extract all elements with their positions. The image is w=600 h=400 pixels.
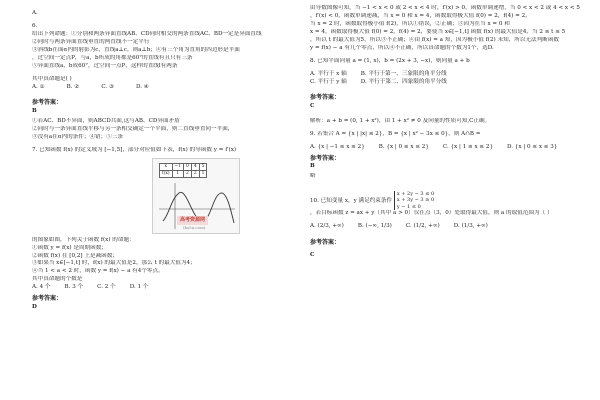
q10-option[interactable]: B. (−∞, 1/3) [357, 222, 392, 229]
q6-answer: B [32, 107, 37, 114]
q8-option[interactable]: B. 平行于第一、三象限的角平分线 [360, 70, 447, 77]
constraint: y − 1 ≤ 0 [396, 203, 421, 210]
table-cell: 2 [184, 170, 192, 177]
table-cell: 4 [191, 163, 199, 170]
q10-answer-heading: 参考答案： [310, 238, 341, 246]
top-option: A. [32, 10, 38, 16]
q7-explain: x = 4，函数取得极大值 f(0) = 2，f(4) = 2，要使当 x∈[−1,t] 函数 f(x) 的最大值是4，当 2 ≤ t ≤ 5 [310, 28, 566, 35]
q6-line: ⑤异面直线a，b成60°，过空间一点P，这样的直线l有两条 [32, 62, 178, 69]
q6-explain: ③没有a在α内的条件；④错；⑤三条 [32, 133, 124, 140]
constraint: x + 3y − 3 ≥ 0 [396, 197, 435, 204]
q6-line: ②同时与两条异面直线垂直的两直线不一定平行 [32, 38, 150, 45]
q10-answer: C [310, 252, 315, 259]
q7-item: ③如果当 x∈[−1,t] 时，f(x) 的最大值是2，那么 t 的最大值为4； [32, 260, 196, 267]
q7-option[interactable]: C. 2 个 [97, 284, 116, 291]
q6-line: 给出下列命题：①分别和两条异面直线AB、CD同时相交的两条直线AC、BD一定是异面直线 [32, 30, 262, 37]
q6-number: 6. [32, 22, 38, 29]
q7-after: 的图象如图，下列关于函数 f(x) 的命题： [32, 236, 135, 243]
q8-answer-heading: 参考答案： [310, 94, 341, 102]
q6-explain: ②同时与一条异面直线平移与另一条相交确定一个平面，则二直线垂直同一平面， [32, 125, 234, 132]
table-cell: 2 [191, 170, 199, 177]
left-column [32, 0, 302, 400]
q8-options-row [310, 79, 580, 87]
q7-value-table [159, 163, 207, 179]
q6-option[interactable]: A. ① [32, 83, 45, 90]
q10-intro-row [310, 191, 580, 210]
q7-item: ①函数 y = f(x) 是周期函数； [32, 244, 107, 251]
q7-figure [152, 158, 240, 234]
q7-explain: ，f′(x) < 0，函数单调递减，当 x = 0 和 x = 4，函数取得极大值 f(0) = 2，f(4) = 2， [310, 12, 531, 19]
q7-line: 7. 已知函数 f(x) 的定义域为 [−1,5]，部分对应值如下表，f(x) 的导函数 y = f′(x) [32, 146, 237, 153]
q8-option[interactable]: D. 平行于第二、四象限的角平分线 [360, 78, 447, 85]
q6-stem: 其中真命题是( ) [32, 75, 72, 82]
q6-line: ，过空间一定点P，与a，b所成的角都是60°的直线有且只有三条 [32, 54, 193, 61]
q6-answer-heading: 参考答案： [32, 99, 63, 107]
q9-option[interactable]: B. {x | 0 ≤ x ≤ 2} [378, 143, 429, 150]
table-cell: f(x) [160, 170, 173, 177]
q10-options [310, 223, 580, 231]
figure-watermark-sub: (ks5u.com) [183, 224, 206, 230]
q10-intro: 10. 已知变量 x，y 满足约束条件 [310, 197, 393, 204]
table-cell: 1 [199, 170, 207, 177]
table-cell: 1 [172, 170, 183, 177]
q9-explain: 略 [310, 173, 316, 180]
q8-answer: C [310, 102, 315, 109]
q6-option[interactable]: D. ④ [135, 83, 149, 90]
table-cell: 0 [184, 163, 192, 170]
q7-item: ④当 1 < a < 2 时，函数 y = f(x) − a 有4个零点。 [32, 268, 164, 275]
q9-options [310, 144, 580, 152]
q6-line: ③斜线b在面α内的射影为c，直线a⊥c，则a⊥b；④有三个角为直角的四边形是平面 [32, 46, 240, 53]
q7-option[interactable]: D. 1 个 [129, 284, 149, 291]
figure-watermark: 高考资源网 [177, 216, 208, 225]
q9-option[interactable]: A. {x | −1 ≤ x ≤ 2} [310, 143, 365, 150]
q7-explain: 由导数图像可知，当 −1 < x < 0 或 2 < x < 4 时，f′(x) > 0，函数单调递增，当 0 < x < 2 或 4 < x < 5 [310, 5, 580, 11]
q7-item: ②函数 f(x) 在 [0,2] 上是减函数； [32, 252, 118, 259]
q9-option[interactable]: D. {x | 0 ≤ x ≤ 3} [507, 143, 558, 150]
q10-option[interactable]: C. (1/2, +∞) [405, 222, 440, 229]
q7-stem: 其中真命题的个数是 [32, 276, 83, 283]
q7-answer: D [32, 303, 37, 310]
q7-explain: ，所以 t 的最大值为5，所以③不正确；④由 f(x) = a 知，因为极小值 f(2) 未知，所以无法判断函数 [310, 36, 560, 43]
q10-line: ，若目标函数 z = ax + y（其中 a > 0）仅在点（3，0）处取得最大值，则 a 的取值范围为（ ） [310, 209, 553, 216]
q7-option[interactable]: A. 4 个 [32, 284, 51, 291]
q7-explain: 当 x = 2 时，函数取得极小值 f(2)，所以①错误，②正确；③因为在当 x = 0 和 [310, 20, 510, 27]
table-cell: x [160, 163, 173, 170]
q7-answer-heading: 参考答案： [32, 295, 63, 303]
constraint-system [394, 191, 434, 210]
q6-explain: ①若AC、BD不异面，则ABCD共面,这与AB、CD异面矛盾 [32, 117, 180, 124]
q7-option[interactable]: B. 3 个 [64, 284, 84, 291]
q10-option[interactable]: D. (1/3, +∞) [453, 222, 488, 229]
q9-answer-heading: 参考答案： [310, 154, 341, 162]
q9-answer: B [310, 163, 315, 170]
table-cell: 5 [199, 163, 207, 170]
q8-line: 8. 已知平面向量 a = (1, x)，b = (2x + 3, −x)，则向量 a + b [310, 57, 470, 64]
table-cell: −1 [172, 163, 183, 170]
constraint: x + 2y − 3 ≤ 0 [396, 191, 435, 198]
q8-option[interactable]: A. 平行于 x 轴 [310, 70, 347, 77]
q6-option[interactable]: B. ② [66, 83, 80, 90]
q7-options [32, 284, 302, 292]
q8-option[interactable]: C. 平行于 y 轴 [310, 78, 347, 85]
q8-explain: 解析：a + b = (0, 1 + x²)，由 1 + x² ≠ 0 及向量的性质可知,C正确。 [310, 117, 491, 124]
q9-option[interactable]: C. {x | 1 ≤ x ≤ 2} [442, 143, 494, 150]
q8-options-row [310, 71, 580, 79]
q9-line: 9. 若集合 A = {x | |x| ≤ 2}，B = {x | x² − 3x ≤ 0}，则 A∩B = [310, 130, 481, 137]
q6-options [32, 84, 302, 92]
q6-option[interactable]: C. ③ [101, 83, 114, 90]
q7-explain: y = f(x) − a 有几个零点，所以④不正确，所以真命题的个数为1个，选D. [310, 44, 494, 51]
right-column [310, 0, 580, 400]
q10-option[interactable]: A. (2/3, +∞) [310, 222, 344, 229]
